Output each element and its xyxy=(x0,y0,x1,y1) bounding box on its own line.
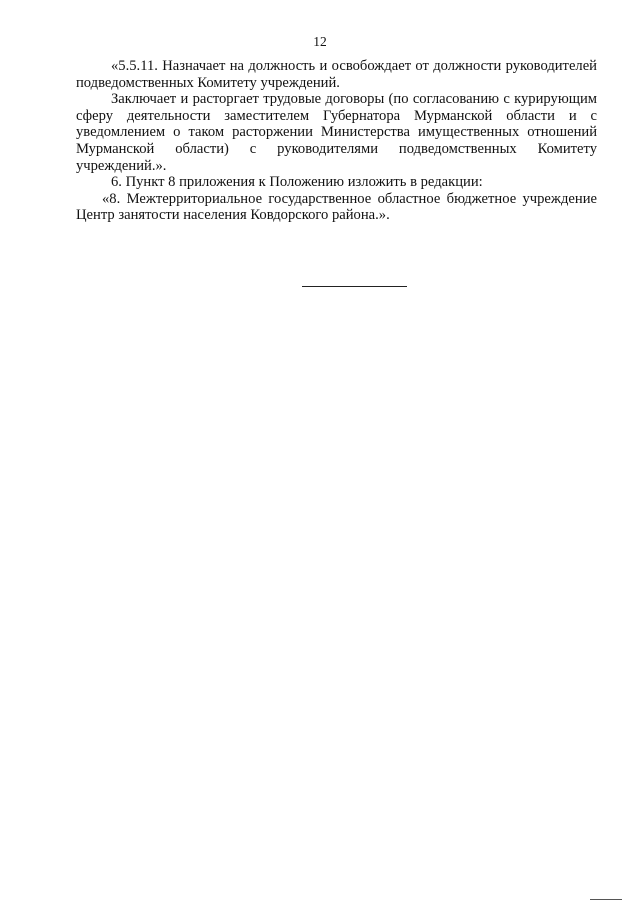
closing-separator-line xyxy=(302,286,407,287)
paragraph-5-5-11: «5.5.11. Назначает на должность и освобождает от должности руководителей подведомственных Комитету учреждений. xyxy=(76,58,597,91)
paragraph-item-8: «8. Межтерриториальное государственное областное бюджетное учреждение Центр занятости населения Ковдорского района.». xyxy=(76,190,597,224)
paragraph-employment-contracts: Заключает и расторгает трудовые договоры (по согласованию с курирующим сферу деятельности заместителем Губернатора Мурманской области и с уведомлением о таком расторжении Министерства имущественных отношений Мурманской области) с руководителями подведомственных Комитету учреждений.». xyxy=(76,91,597,174)
bottom-corner-mark xyxy=(590,899,622,900)
page-number: 12 xyxy=(313,34,327,49)
document-body xyxy=(76,58,597,224)
paragraph-item-6: 6. Пункт 8 приложения к Положению изложить в редакции: xyxy=(111,174,483,191)
